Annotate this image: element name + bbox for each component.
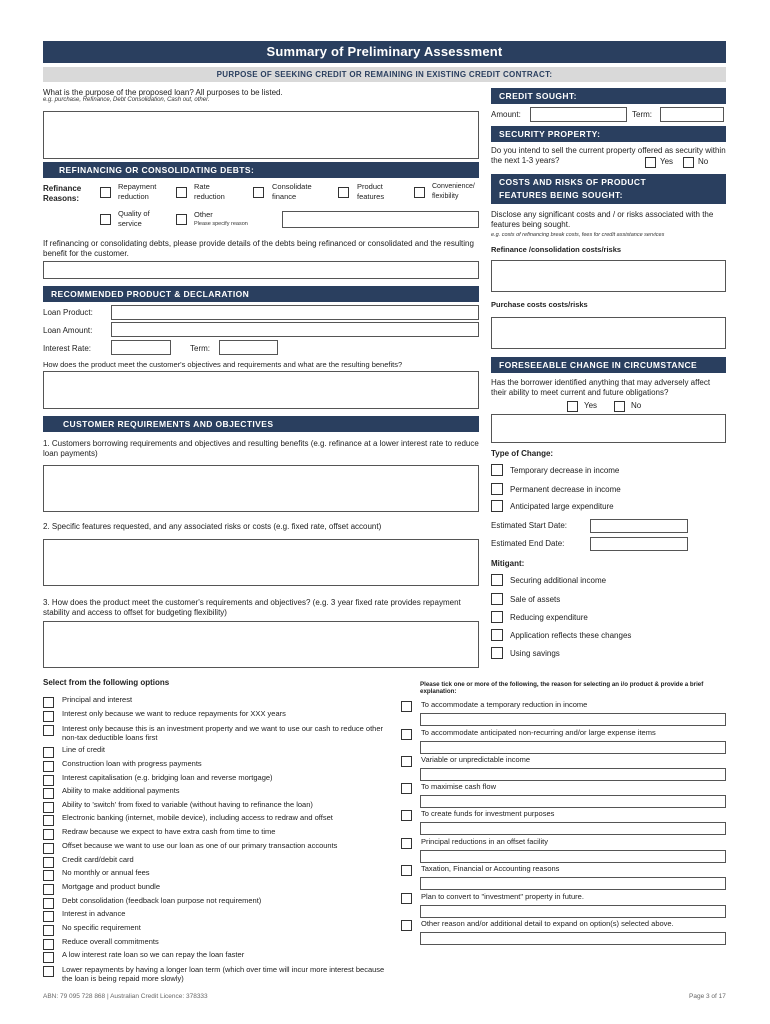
- io-reason-checkbox[interactable]: [401, 756, 412, 767]
- option-checkbox[interactable]: [43, 952, 54, 963]
- option-checkbox[interactable]: [43, 911, 54, 922]
- costs-desc: Disclose any significant costs and / or risks associated with the features being sought.: [491, 210, 714, 229]
- purpose-question: What is the purpose of the proposed loan? All purposes to be listed.: [43, 88, 283, 97]
- option-checkbox[interactable]: [43, 725, 54, 736]
- option-label: Credit card/debit card: [62, 855, 134, 864]
- foreseeable-header: FORESEEABLE CHANGE IN CIRCUMSTANCE: [491, 357, 726, 373]
- customer-q1-input[interactable]: [43, 465, 479, 512]
- io-reason-input[interactable]: [420, 905, 726, 918]
- consolidate-finance-label: Consolidate: [272, 182, 312, 191]
- loan-amount-input[interactable]: [111, 322, 479, 337]
- customer-q2: 2. Specific features requested, and any associated risks or costs (e.g. fixed rate, offset account): [43, 522, 382, 531]
- mitigant-checkbox[interactable]: [491, 647, 503, 659]
- io-reason-label: To accommodate a temporary reduction in income: [421, 700, 588, 709]
- foreseeable-input[interactable]: [491, 414, 726, 443]
- option-checkbox[interactable]: [43, 747, 54, 758]
- convenience-label: Convenience/: [432, 183, 475, 190]
- consolidate-finance-checkbox[interactable]: [253, 187, 264, 198]
- customer-header: CUSTOMER REQUIREMENTS AND OBJECTIVES: [43, 416, 479, 432]
- product-features-label: Product: [357, 182, 383, 191]
- io-reason-checkbox[interactable]: [401, 920, 412, 931]
- end-date-input[interactable]: [590, 537, 688, 551]
- option-checkbox[interactable]: [43, 857, 54, 868]
- option-checkbox[interactable]: [43, 925, 54, 936]
- io-reason-input[interactable]: [420, 877, 726, 890]
- option-checkbox[interactable]: [43, 966, 54, 977]
- change-type-checkbox[interactable]: [491, 500, 503, 512]
- io-reason-label: Principal reductions in an offset facility: [421, 837, 549, 846]
- option-checkbox[interactable]: [43, 898, 54, 909]
- rate-reduction-label-2: reduction: [194, 192, 225, 201]
- io-reason-checkbox[interactable]: [401, 701, 412, 712]
- security-no-label: No: [698, 157, 709, 166]
- footer-abn: ABN: 79 095 728 868 | Australian Credit Licence: 378333: [43, 993, 208, 1000]
- mitigant-label: Using savings: [510, 649, 560, 658]
- option-label: Interest only because we want to reduce repayments for XXX years: [62, 709, 286, 718]
- refi-costs-input[interactable]: [491, 260, 726, 292]
- consolidate-finance-label-2: finance: [272, 192, 297, 201]
- quality-of-service-label-2: service: [118, 219, 142, 228]
- loan-product-label: Loan Product:: [43, 308, 93, 317]
- option-checkbox[interactable]: [43, 870, 54, 881]
- refinance-reasons-label-2: Reasons:: [43, 194, 80, 203]
- option-label: Debt consolidation (feedback loan purpose not requirement): [62, 896, 262, 905]
- refinance-details-input[interactable]: [43, 261, 479, 279]
- option-label: Interest capitalisation (e.g. bridging loan and reverse mortgage): [62, 773, 273, 782]
- repayment-reduction-label: Repayment: [118, 182, 157, 191]
- option-checkbox[interactable]: [43, 775, 54, 786]
- mitigant-label: Mitigant:: [491, 559, 525, 568]
- foreseeable-no-label: No: [631, 401, 642, 410]
- amount-input[interactable]: [530, 107, 627, 122]
- mitigant-label: Reducing expenditure: [510, 613, 588, 622]
- change-type-checkbox[interactable]: [491, 464, 503, 476]
- purpose-header: PURPOSE OF SEEKING CREDIT OR REMAINING IN EXISTING CREDIT CONTRACT:: [43, 67, 726, 82]
- option-label: Redraw because we expect to have extra cash from time to time: [62, 827, 276, 836]
- quality-of-service-label: Quality of: [118, 209, 150, 218]
- refinancing-header: REFINANCING OR CONSOLIDATING DEBTS:: [43, 162, 479, 178]
- refinance-reasons-label: Refinance: [43, 184, 82, 193]
- mitigant-checkbox[interactable]: [491, 611, 503, 623]
- product-benefits-input[interactable]: [43, 371, 479, 409]
- option-label: Lower repayments by having a longer loan term (which over time will incur more interest because the loan is being repaid more slowly): [62, 965, 385, 983]
- option-checkbox[interactable]: [43, 815, 54, 826]
- repayment-reduction-checkbox[interactable]: [100, 187, 111, 198]
- mitigant-checkbox[interactable]: [491, 593, 503, 605]
- io-reason-input[interactable]: [420, 768, 726, 781]
- option-checkbox[interactable]: [43, 802, 54, 813]
- option-label: A low interest rate loan so we can repay the loan faster: [62, 950, 245, 959]
- refinance-details-question: If refinancing or consolidating debts, please provide details of the debts being refinanced or consolidated and the resulting benefit for the customer.: [43, 239, 474, 258]
- recommended-header: RECOMMENDED PRODUCT & DECLARATION: [43, 286, 479, 302]
- io-reason-input[interactable]: [420, 741, 726, 754]
- customer-q1: 1. Customers borrowing requirements and objectives and resulting benefits (e.g. refinance at a lower interest rate to reduce loan payments): [43, 439, 479, 458]
- option-label: Line of credit: [62, 745, 105, 754]
- option-checkbox[interactable]: [43, 939, 54, 950]
- foreseeable-yes-checkbox[interactable]: [567, 401, 578, 412]
- credit-sought-header: CREDIT SOUGHT:: [491, 88, 726, 104]
- page-title: Summary of Preliminary Assessment: [43, 41, 726, 63]
- quality-of-service-checkbox[interactable]: [100, 214, 111, 225]
- interest-rate-input[interactable]: [111, 340, 171, 355]
- io-reason-label: To create funds for investment purposes: [421, 809, 555, 818]
- change-type-label: Anticipated large expenditure: [510, 502, 614, 511]
- security-header: SECURITY PROPERTY:: [491, 126, 726, 142]
- mitigant-label: Sale of assets: [510, 595, 561, 604]
- refi-costs-label: Refinance /consolidation costs/risks: [491, 245, 622, 254]
- foreseeable-no-checkbox[interactable]: [614, 401, 625, 412]
- mitigant-checkbox[interactable]: [491, 629, 503, 641]
- io-reason-label: Other reason and/or additional detail to expand on option(s) selected above.: [421, 919, 674, 928]
- option-label: Construction loan with progress payments: [62, 759, 202, 768]
- customer-q3-input[interactable]: [43, 621, 479, 668]
- costs-header-line-2: FEATURES BEING SOUGHT:: [499, 190, 623, 200]
- option-label: Mortgage and product bundle: [62, 882, 160, 891]
- other-reason-hint: Please specify reason: [194, 221, 248, 227]
- mitigant-label: Securing additional income: [510, 576, 607, 585]
- other-reason-label: Other: [194, 210, 213, 219]
- credit-term-label: Term:: [632, 110, 652, 119]
- credit-term-input[interactable]: [660, 107, 724, 122]
- footer-page: Page 3 of 17: [689, 993, 726, 1000]
- option-label: No specific requirement: [62, 923, 141, 932]
- product-benefits-question: How does the product meet the customer's objectives and requirements and what are the resulting benefits?: [43, 360, 403, 369]
- option-checkbox[interactable]: [43, 829, 54, 840]
- io-reason-checkbox[interactable]: [401, 865, 412, 876]
- repayment-reduction-label-2: reduction: [118, 192, 149, 201]
- io-reason-input[interactable]: [420, 850, 726, 863]
- option-label: No monthly or annual fees: [62, 868, 150, 877]
- io-reason-checkbox[interactable]: [401, 729, 412, 740]
- foreseeable-yes-label: Yes: [584, 401, 598, 410]
- interest-rate-label: Interest Rate:: [43, 344, 92, 353]
- option-label: Interest in advance: [62, 909, 126, 918]
- option-checkbox[interactable]: [43, 788, 54, 799]
- security-question: Do you intend to sell the current property offered as security within the next 1-3 years?: [491, 146, 726, 165]
- io-reason-checkbox[interactable]: [401, 893, 412, 904]
- security-yes-label: Yes: [660, 157, 674, 166]
- convenience-checkbox[interactable]: [414, 187, 425, 198]
- change-type-label: Permanent decrease in income: [510, 485, 621, 494]
- purchase-costs-label: Purchase costs costs/risks: [491, 300, 588, 309]
- io-reason-checkbox[interactable]: [401, 810, 412, 821]
- purpose-hint: e.g. purchase, Refinance, Debt Consolidation, Cash out, other.: [43, 97, 210, 103]
- option-checkbox[interactable]: [43, 761, 54, 772]
- io-reason-input[interactable]: [420, 932, 726, 945]
- option-label: Interest only because this is an investment property and we want to use our cash to reduce other non-tax deductible loans first: [62, 724, 384, 742]
- purpose-input[interactable]: [43, 111, 479, 159]
- option-label: Ability to 'switch' from fixed to variable (without having to refinance the loan): [62, 800, 313, 809]
- purchase-costs-input[interactable]: [491, 317, 726, 349]
- other-reason-input[interactable]: [282, 211, 479, 228]
- option-label: Ability to make additional payments: [62, 786, 180, 795]
- option-checkbox[interactable]: [43, 711, 54, 722]
- other-reason-checkbox[interactable]: [176, 214, 187, 225]
- mitigant-checkbox[interactable]: [491, 574, 503, 586]
- option-label: Principal and interest: [62, 695, 133, 704]
- options-header: Select from the following options: [43, 678, 170, 687]
- security-yes-checkbox[interactable]: [645, 157, 656, 168]
- io-reason-input[interactable]: [420, 795, 726, 808]
- start-date-label: Estimated Start Date:: [491, 521, 568, 530]
- product-features-label-2: features: [357, 192, 385, 201]
- costs-header-line-1: COSTS AND RISKS OF PRODUCT: [499, 177, 647, 187]
- option-checkbox[interactable]: [43, 843, 54, 854]
- io-reason-label: To accommodate anticipated non-recurring and/or large expense items: [421, 728, 656, 737]
- costs-hint: e.g. costs of refinancing break costs, fees for credit assistance services: [491, 232, 665, 238]
- amount-label: Amount:: [491, 110, 521, 119]
- change-type-label: Temporary decrease in income: [510, 466, 620, 475]
- option-checkbox[interactable]: [43, 697, 54, 708]
- term-label: Term:: [190, 344, 210, 353]
- option-label: Offset because we want to use our loan as one of our primary transaction accounts: [62, 841, 338, 850]
- convenience-label-2: flexibility: [432, 193, 459, 200]
- type-of-change-label: Type of Change:: [491, 449, 554, 458]
- foreseeable-question: Has the borrower identified anything that may adversely affect their ability to meet current and future obligations?: [491, 378, 711, 397]
- io-reason-label: Taxation, Financial or Accounting reasons: [421, 864, 560, 873]
- io-reason-label: Plan to convert to "investment" property in future.: [421, 892, 584, 901]
- io-reason-checkbox[interactable]: [401, 783, 412, 794]
- costs-header: [491, 174, 726, 204]
- io-reasons-header: Please tick one or more of the following, the reason for selecting an i/o product & provide a brief explanation:: [420, 681, 704, 696]
- product-features-checkbox[interactable]: [338, 187, 349, 198]
- io-reason-input[interactable]: [420, 822, 726, 835]
- rate-reduction-label: Rate: [194, 182, 210, 191]
- option-label: Electronic banking (internet, mobile device), including access to redraw and offset: [62, 813, 333, 822]
- option-checkbox[interactable]: [43, 884, 54, 895]
- loan-product-input[interactable]: [111, 305, 479, 320]
- change-type-checkbox[interactable]: [491, 483, 503, 495]
- option-label: Reduce overall commitments: [62, 937, 159, 946]
- io-reason-input[interactable]: [420, 713, 726, 726]
- start-date-input[interactable]: [590, 519, 688, 533]
- rate-reduction-checkbox[interactable]: [176, 187, 187, 198]
- security-no-checkbox[interactable]: [683, 157, 694, 168]
- mitigant-label: Application reflects these changes: [510, 631, 632, 640]
- io-reason-checkbox[interactable]: [401, 838, 412, 849]
- end-date-label: Estimated End Date:: [491, 539, 565, 548]
- loan-amount-label: Loan Amount:: [43, 326, 93, 335]
- term-input[interactable]: [219, 340, 278, 355]
- io-reason-label: Variable or unpredictable income: [421, 755, 531, 764]
- customer-q3: 3. How does the product meet the customer's requirements and objectives? (e.g. 3 year fixed rate provides repayment stability and access to offset for budgeting flexibility): [43, 598, 461, 617]
- customer-q2-input[interactable]: [43, 539, 479, 586]
- io-reason-label: To maximise cash flow: [421, 782, 497, 791]
